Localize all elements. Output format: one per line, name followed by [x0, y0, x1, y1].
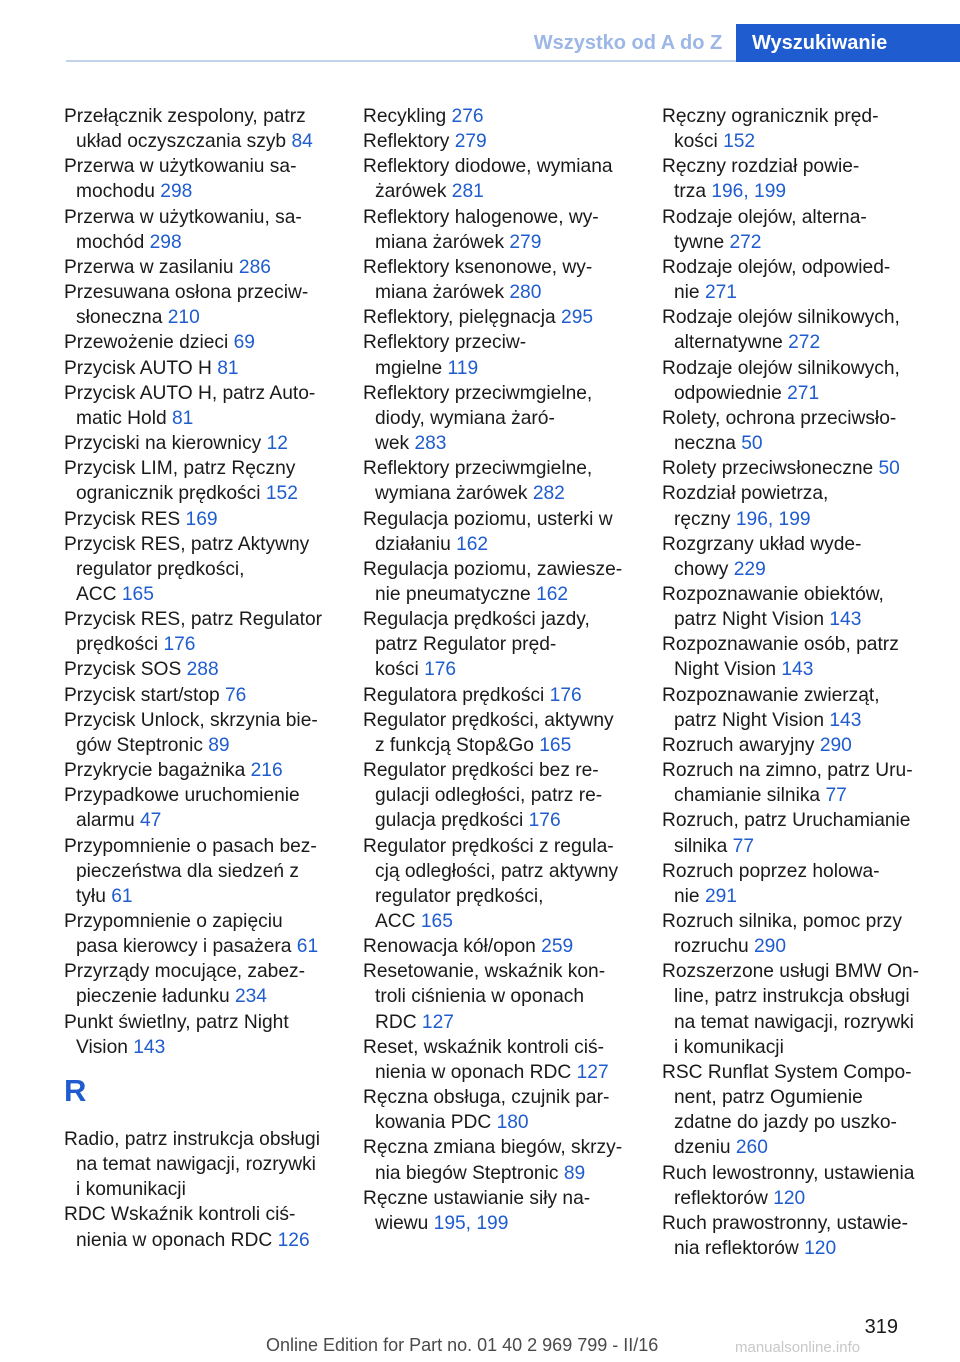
- page-reference-link[interactable]: 295: [561, 307, 594, 329]
- page-reference-link[interactable]: 61: [296, 936, 319, 958]
- index-entry-text: Przyrządy mocujące, zabez- pieczenie ładunku: [64, 961, 305, 1008]
- tab-search-index[interactable]: Wyszukiwanie: [736, 24, 960, 62]
- index-entry: [662, 356, 934, 406]
- index-entry-text: Przełącznik zespolony, patrz układ oczyszczania szyb: [64, 106, 306, 153]
- page-reference-link[interactable]: 77: [732, 835, 755, 857]
- index-entry: [363, 934, 635, 959]
- index-entry-text: Regulacja poziomu, usterki w działaniu: [363, 508, 613, 555]
- index-entry-text: Reflektory przeciwmgielne, diody, wymiana żaró- wek: [363, 382, 593, 455]
- page-reference-link[interactable]: 120: [773, 1187, 806, 1209]
- index-entry-text: Ręczna zmiana biegów, skrzy- nia biegów Steptronic: [363, 1137, 623, 1184]
- index-entry: [64, 657, 336, 682]
- index-entry: [64, 154, 336, 204]
- index-entry-text: Rozruch na zimno, patrz Uru- chamianie silnika: [662, 760, 913, 807]
- page-reference-link[interactable]: 259: [541, 936, 574, 958]
- index-column-3: [662, 104, 934, 1261]
- index-entry: [64, 708, 336, 758]
- index-entry-text: Ręczny ogranicznik pręd- kości: [662, 106, 879, 153]
- page-reference-link[interactable]: 143: [829, 709, 862, 731]
- page-reference-link[interactable]: 89: [208, 734, 230, 756]
- page-reference-link[interactable]: 127: [576, 1061, 609, 1083]
- index-entry-text: Rozruch awaryjny: [662, 734, 815, 756]
- index-entry-text: Reflektory przeciwmgielne, wymiana żarówek: [363, 458, 593, 505]
- page-reference-link[interactable]: 180: [496, 1112, 529, 1134]
- index-entry: [64, 532, 336, 607]
- index-entry-text: Ruch prawostronny, ustawie- nia reflektorów: [662, 1212, 908, 1260]
- index-entry-text: Reflektory przeciw- mgielne: [363, 332, 527, 379]
- index-entry: [662, 758, 934, 808]
- page-reference-link[interactable]: 143: [781, 659, 814, 681]
- index-entry-text: Reflektory, pielęgnacja: [363, 307, 556, 329]
- page-reference-link[interactable]: 176: [549, 684, 582, 706]
- page-reference-link[interactable]: 47: [140, 810, 162, 832]
- index-entry: [64, 507, 336, 532]
- index-entry: [662, 154, 934, 204]
- index-entry: [662, 909, 934, 959]
- page-reference-link[interactable]: 165: [420, 911, 453, 932]
- index-entry: [64, 683, 336, 708]
- page-reference-link[interactable]: 119: [447, 357, 479, 379]
- page-number: 319: [864, 1316, 898, 1338]
- index-entry: [662, 632, 934, 682]
- page-reference-link[interactable]: 280: [509, 282, 542, 304]
- index-entry: [363, 154, 635, 204]
- page-reference-link[interactable]: 229: [733, 558, 766, 580]
- index-entry-text: Przycisk RES, patrz Regulator prędkości: [64, 609, 323, 656]
- index-entry: [64, 356, 336, 381]
- page-reference-link[interactable]: 76: [225, 684, 247, 706]
- index-entry: [662, 733, 934, 758]
- page-reference-link[interactable]: 288: [186, 659, 219, 681]
- index-entry: [662, 255, 934, 305]
- index-entry: [662, 456, 934, 481]
- index-entry: [363, 708, 635, 758]
- index-entry-text: Regulacja prędkości jazdy, patrz Regulator pręd- kości: [363, 609, 590, 681]
- page-reference-link[interactable]: 120: [804, 1238, 837, 1260]
- index-entry: [64, 330, 336, 355]
- page-reference-link[interactable]: 61: [111, 885, 133, 907]
- index-entry: [363, 305, 635, 330]
- index-entry: [662, 582, 934, 632]
- page-reference-link[interactable]: 216: [250, 760, 283, 782]
- index-entry-text: Przycisk RES, patrz Aktywny regulator prędkości, ACC: [64, 533, 310, 605]
- index-entry: [64, 834, 336, 909]
- edition-footer: Online Edition for Part no. 01 40 2 969 799 - II/16: [266, 1335, 659, 1355]
- page-reference-link[interactable]: 81: [217, 357, 239, 379]
- index-entry-text: Przypadkowe uruchomienie alarmu: [64, 785, 300, 832]
- index-entry: [363, 104, 635, 129]
- page-reference-link[interactable]: 143: [133, 1036, 166, 1058]
- index-entry: [363, 381, 635, 456]
- index-entry: [363, 330, 635, 380]
- index-entry: [363, 959, 635, 1034]
- index-entry-text: Regulacja poziomu, zawiesze- nie pneumatyczne: [363, 558, 623, 605]
- page-reference-link[interactable]: 281: [451, 181, 484, 203]
- index-entry: [363, 1186, 635, 1236]
- page-reference-link[interactable]: 298: [160, 181, 193, 203]
- page-reference-link[interactable]: 290: [819, 734, 852, 756]
- index-entry: [662, 683, 934, 733]
- index-entry-text: Przykrycie bagażnika: [64, 760, 246, 782]
- page-reference-link[interactable]: 291: [704, 885, 737, 907]
- index-entry-text: Rodzaje olejów silnikowych, odpowiednie: [662, 357, 900, 404]
- index-entry: [64, 1010, 336, 1060]
- index-entry: [64, 783, 336, 833]
- index-entry-text: Przycisk LIM, patrz Ręczny ogranicznik prędkości: [64, 458, 296, 505]
- index-entry: [363, 205, 635, 255]
- index-entry-text: Rozruch, patrz Uruchamianie silnika: [662, 810, 911, 857]
- index-entry: [662, 406, 934, 456]
- index-entry: [662, 1211, 934, 1261]
- tab-section-a-to-z[interactable]: Wszystko od A do Z: [533, 32, 723, 54]
- index-entry: [662, 305, 934, 355]
- page-reference-link[interactable]: 272: [788, 332, 821, 354]
- index-entry: [363, 1135, 635, 1185]
- index-entry: [363, 758, 635, 833]
- page-reference-link[interactable]: 290: [754, 936, 787, 958]
- index-entry-text: Przycisk RES: [64, 508, 181, 530]
- index-entry-text: Radio, patrz instrukcja obsługi na temat nawigacji, rozrywki i komunikacji: [64, 1128, 320, 1201]
- page-reference-link[interactable]: 176: [424, 659, 457, 681]
- index-entry-text: Rozpoznawanie zwierząt, patrz Night Vision: [662, 684, 880, 731]
- index-entry-text: Przerwa w użytkowaniu sa- mochodu: [64, 156, 297, 203]
- index-entry-text: Ręczny rozdział powie- trza: [662, 156, 860, 203]
- page-reference-link[interactable]: 84: [291, 131, 313, 153]
- index-entry-text: Ruch lewostronny, ustawienia reflektorów: [662, 1162, 915, 1209]
- watermark: manualsonline.info: [735, 1339, 861, 1356]
- index-entry-text: Przesuwana osłona przeciw- słoneczna: [64, 282, 309, 329]
- index-entry-text: Przewożenie dzieci: [64, 332, 229, 354]
- page-reference-link[interactable]: 50: [878, 458, 900, 480]
- index-column-1: [64, 104, 336, 1253]
- index-entry-text: Przycisk Unlock, skrzynia bie- gów Steptronic: [64, 709, 318, 756]
- page-reference-link[interactable]: 176: [163, 634, 196, 656]
- index-entry-text: Reflektory halogenowe, wy- miana żarówek: [363, 206, 599, 253]
- index-entry-text: Przyciski na kierownicy: [64, 433, 262, 455]
- page-reference-link[interactable]: 12: [266, 433, 288, 455]
- index-entry: [363, 129, 635, 154]
- page-reference-link[interactable]: 282: [532, 483, 565, 505]
- page-reference-link[interactable]: 127: [421, 1011, 454, 1033]
- page-reference-link[interactable]: 152: [265, 483, 298, 505]
- index-entry: [363, 1035, 635, 1085]
- page-reference-link[interactable]: 176: [528, 810, 561, 832]
- index-entry-text: Rozdział powietrza, ręczny: [662, 483, 829, 530]
- index-entry-text: Recykling: [363, 106, 447, 127]
- index-entry-text: Przycisk AUTO H: [64, 357, 212, 379]
- index-entry-text: Przycisk start/stop: [64, 684, 220, 706]
- index-entry-text: Regulator prędkości bez re- gulacji odległości, patrz re- gulacja prędkości: [363, 760, 603, 832]
- page-reference-link[interactable]: 143: [829, 609, 862, 631]
- index-entry: [662, 808, 934, 858]
- page-reference-link[interactable]: 69: [233, 332, 255, 354]
- index-entry-text: Rolety przeciwsłoneczne: [662, 458, 874, 480]
- page-reference-link[interactable]: 165: [539, 734, 572, 756]
- index-entry: [662, 532, 934, 582]
- index-entry-text: Rozruch poprzez holowa- nie: [662, 860, 880, 907]
- index-entry: [64, 280, 336, 330]
- index-entry-text: Przerwa w użytkowaniu, sa- mochód: [64, 206, 302, 253]
- index-entry: [64, 205, 336, 255]
- index-entry: [64, 959, 336, 1009]
- index-entry-text: Ręczne ustawianie siły na- wiewu: [363, 1187, 591, 1234]
- index-entry-text: Punkt świetlny, patrz Night Vision: [64, 1011, 289, 1058]
- page-reference-link[interactable]: 50: [741, 433, 763, 455]
- page-reference-link[interactable]: 152: [723, 131, 756, 153]
- index-entry: [64, 255, 336, 280]
- index-entry-text: Rodzaje olejów, alterna- tywne: [662, 206, 867, 253]
- index-entry: [662, 104, 934, 154]
- index-entry: [64, 381, 336, 431]
- index-column-2: [363, 104, 635, 1236]
- page-reference-link[interactable]: 196, 199: [735, 508, 811, 530]
- page-reference-link[interactable]: 210: [167, 307, 200, 329]
- page-reference-link[interactable]: 126: [277, 1229, 310, 1251]
- index-entry-text: Przycisk AUTO H, patrz Auto- matic Hold: [64, 382, 316, 429]
- index-letter-heading: R: [64, 1072, 87, 1108]
- page-reference-link[interactable]: 195, 199: [433, 1212, 509, 1234]
- index-entry: [662, 1161, 934, 1211]
- index-entry: [662, 1060, 934, 1161]
- index-entry: [64, 104, 336, 154]
- index-entry-text: Rozszerzone usługi BMW On- line, patrz instrukcja obsługi na temat nawigacji, rozrywki i komunikacji: [662, 961, 919, 1058]
- index-entry-text: Reflektory diodowe, wymiana żarówek: [363, 156, 613, 203]
- index-entry-text: Regulator prędkości, aktywny z funkcją Stop&Go: [363, 709, 614, 756]
- page-reference-link[interactable]: 196, 199: [711, 181, 787, 203]
- index-entry-text: Reset, wskaźnik kontroli ciś- nienia w oponach RDC: [363, 1036, 604, 1083]
- page-reference-link[interactable]: 279: [509, 231, 542, 253]
- index-entry-text: Rozpoznawanie osób, patrz Night Vision: [662, 634, 899, 681]
- page-reference-link[interactable]: 169: [185, 508, 218, 530]
- page-reference-link[interactable]: 271: [787, 382, 820, 404]
- page-reference-link[interactable]: 234: [234, 986, 267, 1008]
- index-entry-text: RDC Wskaźnik kontroli ciś- nienia w oponach RDC: [64, 1204, 296, 1251]
- index-entry: [64, 1127, 336, 1202]
- page-reference-link[interactable]: 89: [563, 1162, 586, 1184]
- index-entry: [363, 456, 635, 506]
- page-reference-link[interactable]: 271: [704, 282, 737, 304]
- page-reference-link[interactable]: 286: [238, 256, 271, 278]
- index-entry: [662, 859, 934, 909]
- index-entry-text: Rolety, ochrona przeciwsło- neczna: [662, 407, 897, 455]
- index-entry: [363, 607, 635, 682]
- index-entry-text: Ręczna obsługa, czujnik par- kowania PDC: [363, 1087, 610, 1134]
- index-entry-text: Reflektory ksenonowe, wy- miana żarówek: [363, 256, 593, 304]
- index-entry: [363, 507, 635, 557]
- page-reference-link[interactable]: 283: [414, 433, 447, 455]
- page-reference-link[interactable]: 279: [454, 131, 487, 153]
- index-entry-text: Przycisk SOS: [64, 659, 182, 681]
- index-entry-text: Przypomnienie o pasach bez- pieczeństwa dla siedzeń z tyłu: [64, 835, 317, 907]
- index-entry: [64, 909, 336, 959]
- index-entry-text: Reflektory: [363, 131, 450, 153]
- index-entry-text: Rodzaje olejów silnikowych, alternatywne: [662, 307, 900, 354]
- index-entry: [64, 1202, 336, 1252]
- index-entry-text: Rozruch silnika, pomoc przy rozruchu: [662, 911, 902, 958]
- index-entry: [363, 255, 635, 305]
- index-entry-text: Przerwa w zasilaniu: [64, 256, 234, 278]
- index-entry-text: RSC Runflat System Compo- nent, patrz Ogumienie zdatne do jazdy po uszko- dzeniu: [662, 1061, 912, 1159]
- index-entry: [662, 481, 934, 531]
- index-entry-text: Rodzaje olejów, odpowied- nie: [662, 256, 891, 304]
- page-reference-link[interactable]: 276: [451, 106, 484, 127]
- page-reference-link[interactable]: 162: [456, 533, 489, 555]
- index-entry: [64, 607, 336, 657]
- page-reference-link[interactable]: 81: [171, 407, 194, 429]
- index-entry-text: Renowacja kół/opon: [363, 936, 536, 958]
- page-reference-link[interactable]: 298: [149, 231, 182, 253]
- index-entry-text: Rozgrzany układ wyde- chowy: [662, 533, 862, 580]
- index-entry: [662, 959, 934, 1060]
- index-entry: [363, 834, 635, 935]
- index-entry: [64, 758, 336, 783]
- index-entry: [363, 557, 635, 607]
- page-reference-link[interactable]: 272: [729, 231, 762, 253]
- index-entry: [363, 1085, 635, 1135]
- page-reference-link[interactable]: 165: [121, 583, 154, 605]
- page-reference-link[interactable]: 162: [536, 583, 569, 605]
- index-entry-text: Resetowanie, wskaźnik kon- troli ciśnienia w oponach RDC: [363, 961, 606, 1033]
- index-entry-text: Regulator prędkości z regula- cją odległości, patrz aktywny regulator prędkości, ACC: [363, 835, 619, 932]
- index-entry: [64, 431, 336, 456]
- index-entry-text: Regulatora prędkości: [363, 684, 545, 706]
- index-entry-text: Przypomnienie o zapięciu pasa kierowcy i pasażera: [64, 911, 292, 958]
- page-reference-link[interactable]: 260: [735, 1137, 768, 1159]
- index-entry: [662, 205, 934, 255]
- index-entry: [363, 683, 635, 708]
- page-reference-link[interactable]: 77: [825, 785, 847, 807]
- index-entry: [64, 456, 336, 506]
- index-entry-text: Rozpoznawanie obiektów, patrz Night Vision: [662, 583, 884, 631]
